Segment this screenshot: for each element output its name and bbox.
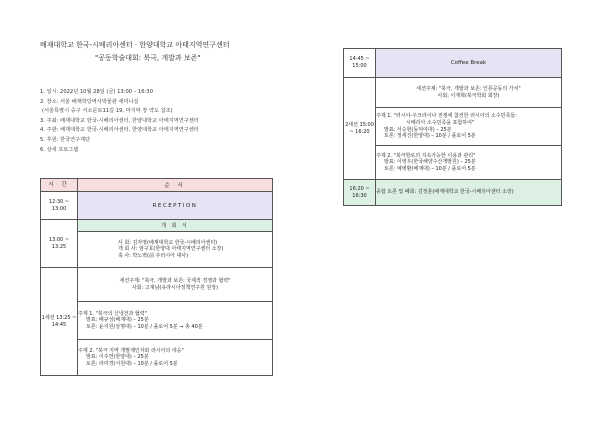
closing-time: 16:20 ~ 16:30 [344,180,376,206]
session1-topic2-discussant: 토론: 라미경(서원대) – 10분 / 플로어 5분 [86,360,178,367]
opening-mc: 사 회: 김자영(배재대학교 한국-시베리아센터) [118,239,218,246]
coffee-break-label: Coffee Break [376,49,562,78]
opening-time: 13:00 ~ 13:25 [41,220,78,268]
session2-topic2-presenter: 발표: 이영우(한국해양수산개발원) – 25분 [384,159,476,166]
schedule-table-right [343,48,562,206]
session2-topic2-discussant: 토론: 예병환(배재대) – 10분 / 플로어 5분 [384,165,476,172]
info-program-heading: 6. 상세 프로그램 [40,146,79,153]
session1-topic1-title: 주제 1. "북극의 신냉전과 협력" [78,310,147,317]
opening-ceremony-title: 개 회 식 [78,220,273,232]
session2-topic2-title: 주제 2. "북극항로의 지속가능한 이용과 관리" [376,152,476,159]
info-sponsor: 5. 후원: 한국연구재단 [40,136,91,143]
session2-theme: 세션주제: "북극, 개발과 보존: 인류공동의 가치" [416,85,521,92]
coffee-break-time: 14:45 ~ 15:00 [344,49,376,78]
conference-title: "공동학술대회: 북극, 개발과 보존" [95,54,201,62]
organizer-heading: 배재대학교 한국-시베리아센터 · 한양대학교 아태지역연구센터 [40,41,230,49]
session1-topic2-title: 주제 2. "북극 지역 개발제인자와 러시아의 대응" [78,347,184,354]
session1-topic2-presenter: 발표: 이주연(한양대) – 25분 [86,354,149,361]
column-header-program: 순 서 [78,179,273,192]
session1-header [78,268,273,302]
opening-ceremony-details [78,232,273,268]
info-address: (서울특별시 중구 서소문로11길 19, 마지막 장 약도 참조) [42,108,173,115]
session2-topic1-presenter: 발표: 서승현(동덕여대) – 25분 [384,126,452,133]
column-header-time: 시 간 [41,179,78,192]
schedule-table-left [40,178,273,376]
session2-topic2 [376,146,562,180]
session2-topic1-title: 주제 1. "러시아-우크라이나 전쟁에 참전한 러시아의 소수민족들: [376,113,517,120]
session2-topic1 [376,108,562,146]
session1-chair: 사회: 고재남(유라시아정책연구원 원장) [131,284,219,291]
session2-chair: 사회: 이재혁(북극학회 회장) [437,92,500,99]
info-date: 1. 일시: 2022년 10월 28일 (금) 13:00 – 16:30 [40,89,153,95]
session1-topic1-presenter: 발표: 배규성(배재대) – 25분 [86,317,149,324]
session2-topic1-title-cont: 시베리아 소수민족을 포함하여" [406,119,475,126]
session2-topic1-discussant: 토론: 정세진(한양대) – 10분 / 플로어 5분 [384,133,476,140]
opening-address: 개 회 사: 엄구호(한양대 아태지역연구센터 소장) [118,246,224,253]
event-info-list [40,88,199,155]
session1-time: 1세션 13:25 ~ 14:45 [41,268,78,376]
session2-time: 2세션 15:00 ~ 16:20 [344,78,376,180]
closing-label: 종합 토론 및 폐회: 김정훈(배재대학교 한국-시베리아센터 소장) [376,180,562,206]
reception-label: RECEPTION [78,192,273,220]
session1-topic2 [78,340,273,376]
session1-theme: 세션주제: "북극, 개발과 보존: 국제적 경쟁과 협력" [119,277,231,284]
opening-congratulatory: 축 사: 박노벽(前 주러시아 대사) [118,252,189,259]
info-host: 3. 주최: 배재대학교 한국-시베리아센터, 한양대학교 아태지역연구센터 [40,117,199,124]
info-venue: 2. 장소: 서울 배재학당역사박물관 세미나실 [40,98,139,105]
session1-topic1 [78,302,273,340]
session1-topic1-discussant: 토론: 윤지원(상명대) – 10분 / 플로어 5분 ⇒ 총 40분 [86,323,203,330]
info-organizer: 4. 주관: 배재대학교 한국-시베리아센터, 한양대학교 아태지역연구센터 [40,127,199,134]
reception-time: 12:30 ~ 13:00 [41,192,78,220]
session2-header [376,78,562,108]
